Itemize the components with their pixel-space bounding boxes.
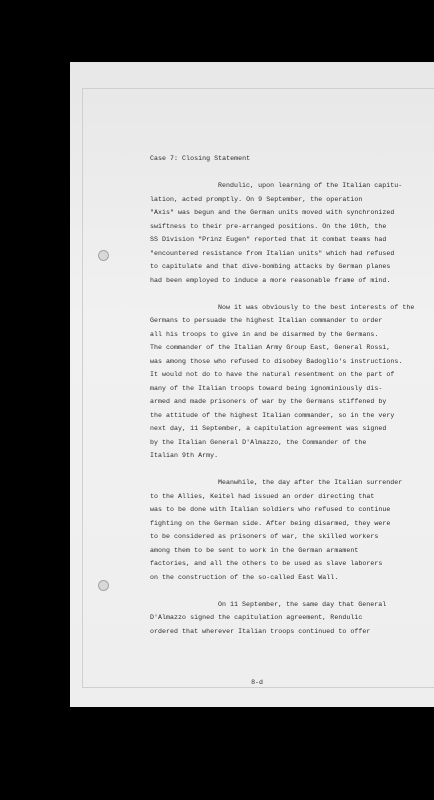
text-line: Rendulic, upon learning of the Italian capitu- xyxy=(218,182,403,189)
text-line: the attitude of the highest Italian commander, so in the very xyxy=(150,411,395,419)
text-line: on the construction of the so-called East Wall. xyxy=(150,573,339,581)
text-line: ordered that wherever Italian troops continued to offer xyxy=(150,627,371,635)
punch-hole-top xyxy=(98,250,109,261)
paragraph-gap xyxy=(150,287,400,301)
text-line: It would not do to have the natural resentment on the part of xyxy=(150,371,395,378)
document-text xyxy=(150,152,415,638)
text-line: Meanwhile, the day after the Italian surrender xyxy=(218,479,403,486)
text-line: next day, 11 September, a capitulation agreement was signed xyxy=(150,425,387,432)
page-number: 8-d xyxy=(251,679,263,686)
text-line: SS Division "Prinz Eugen" reported that it combat teams had xyxy=(150,236,387,243)
text-line: The commander of the Italian Army Group East, General Rossi, xyxy=(150,344,391,351)
paragraph-gap xyxy=(150,584,400,598)
text-line: to the Allies, Keitel had issued an order directing that xyxy=(150,492,375,500)
text-line: Germans to persuade the highest Italian commander to order xyxy=(150,317,383,324)
text-line: D'Almazzo signed the capitulation agreement, Rendulic xyxy=(150,614,363,621)
text-line: armed and made prisoners of war by the Germans stiffened by xyxy=(150,398,387,405)
heading-gap xyxy=(150,166,400,180)
text-line: "encountered resistance from Italian units" which had refused xyxy=(150,249,395,257)
text-line: lation, acted promptly. On 9 September, the operation xyxy=(150,195,363,203)
text-line: was among those who refused to disobey Badoglio's instructions. xyxy=(150,357,403,365)
text-line: swiftness to their pre-arranged positions. On the 10th, the xyxy=(150,222,387,230)
text-line: "Axis" was begun and the German units moved with synchronized xyxy=(150,209,395,216)
text-line: was to be done with Italian soldiers who refused to continue xyxy=(150,506,391,513)
text-line: to be considered as prisoners of war, the skilled workers xyxy=(150,533,379,540)
text-line: fighting on the German side. After being disarmed, they were xyxy=(150,519,391,527)
text-line: by the Italian General D'Almazzo, the Commander of the xyxy=(150,438,367,446)
text-line: to capitulate and that dive-bombing attacks by German planes xyxy=(150,263,391,270)
text-line: Italian 9th Army. xyxy=(150,452,219,459)
text-line: all his troops to give in and be disarmed by the Germans. xyxy=(150,330,379,338)
document-heading: Case 7: Closing Statement xyxy=(150,155,251,162)
text-line: among them to be sent to work in the German armament xyxy=(150,546,359,554)
text-line: many of the Italian troops toward being ignominiously dis- xyxy=(150,384,383,392)
paragraph-gap xyxy=(150,463,400,477)
text-line: Now it was obviously to the best interests of the xyxy=(218,303,415,311)
punch-hole-bottom xyxy=(98,580,109,591)
text-line: factories, and all the others to be used as slave laborers xyxy=(150,560,383,567)
text-line: On 11 September, the same day that General xyxy=(218,600,387,608)
text-line: had been employed to induce a more reasonable frame of mind. xyxy=(150,276,391,284)
